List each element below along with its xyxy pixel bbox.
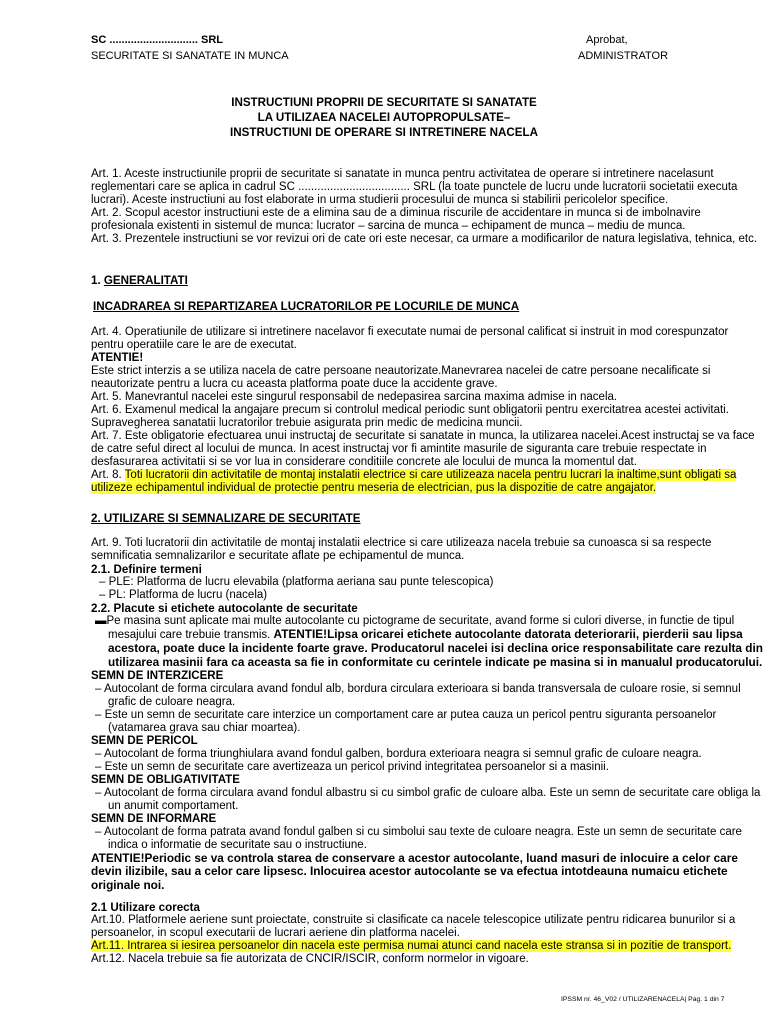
spacer bbox=[91, 892, 763, 901]
subsection-2-1-title: 2.1. Definire termeni bbox=[91, 563, 202, 576]
definition-item: – PL: Platforma de lucru (nacela) bbox=[99, 589, 268, 601]
atentie-periodic: ATENTIE!Periodic se va controla starea de conservare a acestor autocolante, luand masuri de inlocuire a celor care devin ilizibile, sau a celor care lipsesc. Inlocuirea acestor autocolante se va efectua intotdeauna numaicu etichete originale noi. bbox=[91, 851, 738, 892]
atentie-text: Este strict interzis a se utiliza nacela de catre persoane neautorizate.Manevrarea nacelei de catre persoane necalificate si neautorizate pentru a lucra cu aceasta platforma poate duce la accidente grave. bbox=[91, 365, 711, 390]
company-name: SC ............................. SRL bbox=[91, 34, 224, 46]
article-3: Art. 3. Prezentele instructiuni se vor revizui ori de cate ori este necesar, ca urmare a modificarilor de natura legislativa, tehnica, etc. bbox=[91, 233, 758, 245]
title-line-2: LA UTILIZAEA NACELEI AUTOPROPULSATE– bbox=[257, 111, 511, 124]
title-line-1: INSTRUCTIUNI PROPRII DE SECURITATE SI SANATATE bbox=[231, 96, 537, 109]
stickers-paragraph bbox=[91, 615, 763, 670]
section-1-title: GENERALITATI bbox=[103, 274, 188, 287]
section-2-body bbox=[91, 537, 763, 966]
subsection-utilizare-corecta-title: 2.1 Utilizare corecta bbox=[91, 900, 200, 914]
pericol-title: SEMN DE PERICOL bbox=[91, 735, 198, 747]
interzicere-title: SEMN DE INTERZICERE bbox=[91, 670, 224, 682]
article-2: Art. 2. Scopul acestor instructiuni este de a elimina sau de a diminua riscurile de accidentare in munca si de imbolnavire profesionala existenti in sistemul de munca: lucrator – sarcina de munca – echipament de munca – mediu de munca. bbox=[91, 207, 701, 232]
atentie-label: ATENTIE! bbox=[91, 352, 144, 364]
obligativitate-title: SEMN DE OBLIGATIVITATE bbox=[91, 774, 240, 786]
dash-bullet-icon: ▬ bbox=[95, 615, 107, 627]
definition-item: – PLE: Platforma de lucru elevabila (platforma aeriana sau punte telescopica) bbox=[99, 576, 494, 588]
informare-item: – Autocolant de forma patrata avand fondul galben si cu simbolui sau texte de culoare neagra. Este un semn de securitate care indica o informatie de securitate sau o instructiune. bbox=[95, 826, 742, 851]
article-8-highlight: Toti lucratorii din activitatile de montaj instalatii electrice si care utilizeaza nacela pentru lucrari la inaltime,sunt obligati sa utilizeze echipamentul individual de protectie pentru meseria de electrician, pus la dispozitie de catre angajator. bbox=[91, 469, 737, 494]
article-8 bbox=[91, 469, 763, 495]
obligativitate-item: – Autocolant de forma circulara avand fondul albastru si cu simbol grafic de culoare alba. Este un semn de securitate care obliga la un anumit comportament. bbox=[95, 787, 761, 812]
informare-title: SEMN DE INFORMARE bbox=[91, 813, 217, 825]
section-1-body bbox=[91, 326, 763, 495]
section-1-number: 1. bbox=[91, 274, 104, 287]
pericol-item: – Autocolant de forma triunghiulara avand fondul galben, bordura exterioara neagra si semnul grafic de culoare neagra. bbox=[95, 748, 702, 760]
article-1: Art. 1. Aceste instructiunile proprii de securitate si sanatate in munca pentru activitatea de operare si intretinere nacelasunt reglementari care se aplica in cadrul SC ................................... SRL (la toate punctele de lucru unde lucratorii societatii executa lucrari). Aceste instructiuni au fost elaborate in urma studierii procesului de munca si stabilirii pericolelor specifice. bbox=[91, 168, 738, 206]
article-8-label: Art. 8. bbox=[91, 469, 125, 481]
department-name: SECURITATE SI SANATATE IN MUNCA bbox=[91, 50, 289, 62]
article-7: Art. 7. Este obligatorie efectuarea unui instructaj de securitate si sanatate in munca, la utilizarea nacelei.Acest instructaj se va face de catre seful direct al locului de munca. In acest instructaj vor fi amintite masurile de siguranta care trebuie respectate in desfasurarea activitatii si se vor lua in considerare conditiile concrete ale locului de munca la momentul dat. bbox=[91, 430, 755, 468]
article-11 bbox=[91, 940, 763, 953]
article-5: Art. 5. Manevrantul nacelei este singurul responsabil de nedepasirea sarcina maxima admise in nacela. bbox=[91, 391, 618, 403]
stickers-text: Pe masina sunt aplicate mai multe autocolante cu pictograme de securitate, avand forme si culori diverse, in functie de tipul mesajului care trebuie transmis. bbox=[106, 615, 735, 641]
article-9: Art. 9. Toti lucratorii din activitatile de montaj instalatii electrice si care utilizeaza nacela trebuie sa cunoasca si sa respecte semnificatia semnalizarilor e securitate aflate pe echipamentul de munca. bbox=[91, 537, 712, 562]
subsection-2-2-title: 2.2. Placute si etichete autocolante de securitate bbox=[91, 602, 358, 615]
article-4: Art. 4. Operatiunile de utilizare si intretinere nacelavor fi executate numai de personal calificat si instruit in mod corespunzator pentru operatiile care le are de executat. bbox=[91, 326, 729, 351]
article-6: Art. 6. Examenul medical la angajare precum si controlul medical periodic sunt obligatorii pentru exercitatrea acestei activitati. Supravegherea sanatatii lucratorilor trebuie asigurata prin medic de medicina muncii. bbox=[91, 404, 729, 429]
article-11-highlight: Art.11. Intrarea si iesirea persoanelor din nacela este permisa numai atunci cand nacela este stransa si in pozitie de transport. bbox=[91, 939, 732, 952]
section-2-heading: 2. UTILIZARE SI SEMNALIZARE DE SECURITATE bbox=[91, 512, 361, 525]
section-1-heading bbox=[91, 274, 188, 287]
section-1-subtitle: INCADRAREA SI REPARTIZAREA LUCRATORILOR PE LOCURILE DE MUNCA bbox=[93, 300, 520, 313]
article-10: Art.10. Platformele aeriene sunt proiectate, construite si clasificate ca nacele telescopice utilizate pentru ridicarea bunurilor si a persoanelor, in scopul executarii de lucrari aeriene din platforma nacelei. bbox=[91, 913, 736, 939]
article-12: Art.12. Nacela trebuie sa fie autorizata de CNCIR/ISCIR, conform normelor in vigoare. bbox=[91, 952, 529, 965]
stickers-warning: ATENTIE!Lipsa oricarei etichete autocolante datorata deteriorarii, pierderii sau lipsa acestora, poate duce la incidente foarte grave. Producatorul nacelei isi declina orice responsabilitate care rezulta din utilizarea masinii fara ca aceasta sa fie in conformitate cu cerintele indicate pe masina si in manualul producatorului. bbox=[108, 627, 763, 669]
approved-label: Aprobat, bbox=[586, 34, 628, 46]
interzicere-item: – Este un semn de securitate care interzice un comportament care ar putea cauza un pericol pentru siguranta persoanelor (vatamarea grava sau chiar moartea). bbox=[95, 709, 717, 734]
title-line-3: INSTRUCTIUNI DE OPERARE SI INTRETINERE NACELA bbox=[230, 126, 538, 139]
administrator-label: ADMINISTRATOR bbox=[578, 50, 669, 62]
pericol-item: – Este un semn de securitate care avertizeaza un pericol privind integritatea persoanelor si a masinii. bbox=[95, 761, 609, 773]
intro-section bbox=[91, 168, 763, 246]
page-footer: IPSSM nr. 46_V02 / UTILIZARENACELA| Pag. 1 din 7 bbox=[561, 996, 725, 1003]
interzicere-item: – Autocolant de forma circulara avand fondul alb, bordura circulara exterioara si banda transversala de culoare rosie, si semnul grafic de culoare neagra. bbox=[95, 683, 741, 708]
